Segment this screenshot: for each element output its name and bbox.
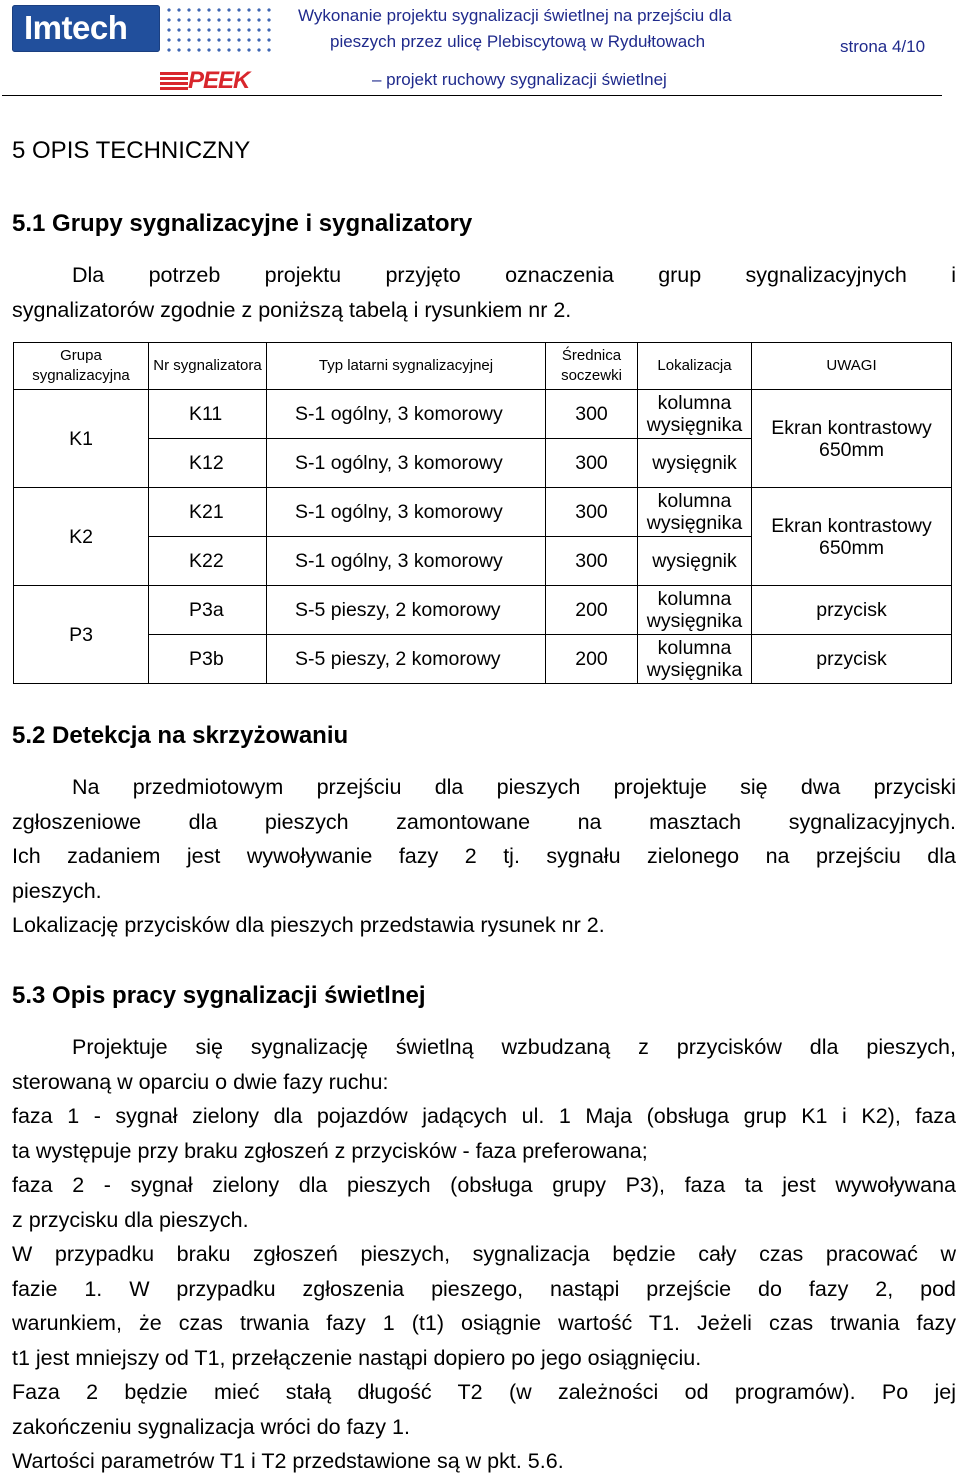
group-cell: P3: [14, 586, 149, 684]
col-header-location: Lokalizacja: [638, 343, 752, 390]
section-heading-5: 5 OPIS TECHNICZNY: [12, 137, 251, 164]
table-row: [14, 635, 952, 684]
paragraph-line: sygnalizatorów zgodnie z poniższą tabelą i rysunkiem nr 2.: [12, 297, 572, 322]
diameter-cell: 300: [546, 439, 638, 488]
group-cell: K1: [14, 390, 149, 488]
col-header-group: Grupa sygnalizacyjna: [14, 343, 149, 390]
signal-type-cell: S-1 ogólny, 3 komorowy: [267, 537, 546, 586]
paragraph-line: faza 1 - sygnał zielony dla pojazdów jadących ul. 1 Maja (obsługa grup K1 i K2), faza: [12, 1104, 956, 1128]
diameter-cell: 300: [546, 537, 638, 586]
paragraph-line: zakończeniu sygnalizacja wróci do fazy 1.: [12, 1414, 410, 1439]
signal-number-cell: K22: [149, 537, 267, 586]
col-header-diameter: Średnica soczewki: [546, 343, 638, 390]
header-divider: [2, 95, 942, 96]
paragraph-line: z przycisku dla pieszych.: [12, 1207, 249, 1232]
paragraph-line: zgłoszeniowe dla pieszych zamontowane na masztach sygnalizacyjnych.: [12, 809, 956, 834]
paragraph-line: Ich zadaniem jest wywoływanie fazy 2 tj. sygnału zielonego na przejściu dla: [12, 844, 956, 868]
paragraph-line: Projektuje się sygnalizację świetlną wzbudzaną z przycisków dla pieszych,: [72, 1035, 956, 1059]
header-subtitle: – projekt ruchowy sygnalizacji świetlnej: [372, 70, 667, 89]
signal-number-cell: P3a: [149, 586, 267, 635]
table-row: [14, 390, 952, 439]
signal-type-cell: S-5 pieszy, 2 komorowy: [267, 635, 546, 684]
diameter-cell: 200: [546, 635, 638, 684]
paragraph-line: warunkiem, że czas trwania fazy 1 (t1) osiągnie wartość T1. Jeżeli czas trwania fazy: [12, 1311, 956, 1335]
section-heading-5-2: 5.2 Detekcja na skrzyżowaniu: [12, 722, 349, 749]
paragraph-line: Faza 2 będzie mieć stałą długość T2 (w zależności od programów). Po jej: [12, 1380, 956, 1404]
location-cell: kolumna wysięgnika: [638, 488, 752, 537]
signal-table: [13, 342, 952, 684]
peek-logo-text: PEEK: [188, 67, 250, 94]
page-header: [0, 0, 960, 97]
signal-type-cell: S-5 pieszy, 2 komorowy: [267, 586, 546, 635]
paragraph-5-2: [12, 770, 956, 943]
paragraph-line: pieszych.: [12, 878, 102, 903]
col-header-type: Typ latarni sygnalizacyjnej: [267, 343, 546, 390]
paragraph-line: Lokalizację przycisków dla pieszych przedstawia rysunek nr 2.: [12, 913, 605, 937]
paragraph-line: t1 jest mniejszy od T1, przełączenie nastąpi dopiero po jego osiągnięciu.: [12, 1345, 702, 1370]
paragraph-line: sterowaną w oparciu o dwie fazy ruchu:: [12, 1069, 389, 1094]
signal-type-cell: S-1 ogólny, 3 komorowy: [267, 390, 546, 439]
page-number: strona 4/10: [840, 37, 926, 56]
table-header-row: [14, 343, 952, 390]
paragraph-5-1: [12, 258, 956, 327]
location-cell: kolumna wysięgnika: [638, 635, 752, 684]
col-header-number: Nr sygnalizatora: [149, 343, 267, 390]
col-header-notes: UWAGI: [752, 343, 952, 390]
section-heading-5-3: 5.3 Opis pracy sygnalizacji świetlnej: [12, 982, 426, 1009]
paragraph-line: fazie 1. W przypadku zgłoszenia pieszego, nastąpi przejście do fazy 2, pod: [12, 1276, 956, 1301]
table-row: [14, 586, 952, 635]
paragraph-5-3: [12, 1030, 956, 1479]
header-title-line2: pieszych przez ulicę Plebiscytową w Rydułtowach: [330, 32, 706, 51]
paragraph-line: Na przedmiotowym przejściu dla pieszych projektuje się dwa przyciski: [72, 775, 956, 799]
diameter-cell: 200: [546, 586, 638, 635]
logo-dot-pattern: [164, 5, 274, 53]
group-cell: K2: [14, 488, 149, 586]
paragraph-line: faza 2 - sygnał zielony dla pieszych (obsługa grupy P3), faza ta jest wywoływana: [12, 1173, 956, 1197]
notes-cell: przycisk: [752, 635, 952, 684]
diameter-cell: 300: [546, 390, 638, 439]
signal-number-cell: K21: [149, 488, 267, 537]
section-heading-5-1: 5.1 Grupy sygnalizacyjne i sygnalizatory: [12, 210, 473, 237]
notes-cell: Ekran kontrastowy 650mm: [752, 488, 952, 586]
paragraph-line: W przypadku braku zgłoszeń pieszych, sygnalizacja będzie cały czas pracować w: [12, 1242, 956, 1266]
signal-number-cell: K12: [149, 439, 267, 488]
header-title-line1: Wykonanie projektu sygnalizacji świetlnej na przejściu dla: [298, 6, 732, 25]
diameter-cell: 300: [546, 488, 638, 537]
location-cell: wysięgnik: [638, 439, 752, 488]
peek-logo: [160, 67, 260, 94]
peek-logo-stripes: [160, 72, 188, 90]
signal-type-cell: S-1 ogólny, 3 komorowy: [267, 439, 546, 488]
notes-cell: Ekran kontrastowy 650mm: [752, 390, 952, 488]
notes-cell: przycisk: [752, 586, 952, 635]
location-cell: kolumna wysięgnika: [638, 586, 752, 635]
table-row: [14, 488, 952, 537]
paragraph-line: Dla potrzeb projektu przyjęto oznaczenia grup sygnalizacyjnych i: [72, 263, 956, 287]
imtech-logo-text: Imtech: [24, 9, 128, 46]
paragraph-line: ta występuje przy braku zgłoszeń z przycisków - faza preferowana;: [12, 1138, 648, 1163]
signal-number-cell: K11: [149, 390, 267, 439]
location-cell: wysięgnik: [638, 537, 752, 586]
signal-type-cell: S-1 ogólny, 3 komorowy: [267, 488, 546, 537]
paragraph-line: Wartości parametrów T1 i T2 przedstawione są w pkt. 5.6.: [12, 1449, 564, 1473]
location-cell: kolumna wysięgnika: [638, 390, 752, 439]
signal-number-cell: P3b: [149, 635, 267, 684]
imtech-logo: [12, 5, 160, 52]
